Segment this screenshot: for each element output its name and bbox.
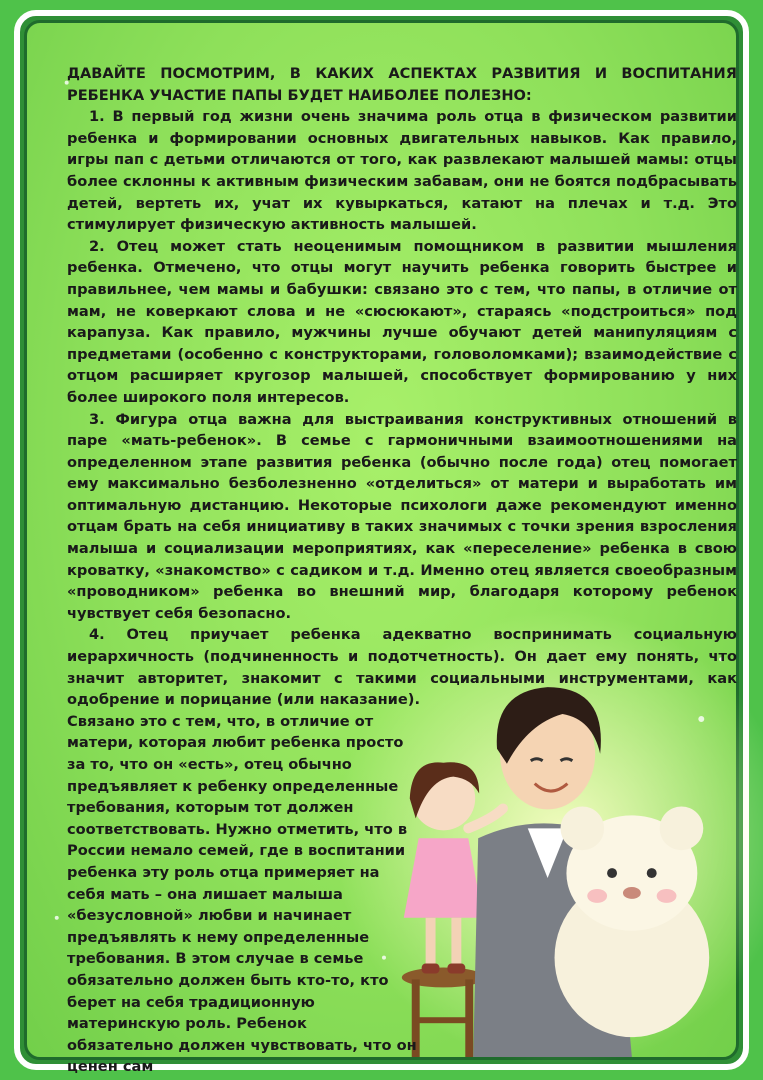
article-heading: ДАВАЙТЕ ПОСМОТРИМ, В КАКИХ АСПЕКТАХ РАЗВИТИЯ И ВОСПИТАНИЯ РЕБЕНКА УЧАСТИЕ ПАПЫ БУДЕТ НАИБОЛЕЕ ПОЛЕЗНО: [67,65,737,104]
article-text [67,63,737,1078]
poster-panel [24,20,739,1076]
point-4: 4. Отец приучает ребенка адекватно воспринимать социальную иерархичность (подчиненность и подотчетность). Он дает ему понять, что значит авторитет, знакомит с такими социальными инструментами, как одобрение и порицание (или наказание). [67,626,737,709]
point-2: 2. Отец может стать неоценимым помощником в развитии мышления ребенка. Отмечено, что отцы могут научить ребенка говорить быстрее и правильнее, чем мамы и бабушки: связано это с тем, что папы, в отличие от мам, не коверкают слова и не «сюсюкают», стараясь «подстроиться» под карапуза. Как правило, мужчины лучше обучают детей манипуляциям с предметами (особенно с конструкторами, головоломками); взаимодействие с отцом расширяет кругозор малышей, способствует формированию у них более широкого поля интересов. [67,237,737,406]
point-3: 3. Фигура отца важна для выстраивания конструктивных отношений в паре «мать-ребенок». В семье с гармоничными взаимоотношениями на определенном этапе развития ребенка (обычно после года) отец помогает ему максимально безболезненно «отделиться» от матери и выработать им оптимальную дистанцию. Некоторые психологи даже рекомендуют именно отцам брать на себя инициативу в таких значимых с точки зрения взросления малыша и социализации мероприятиях, как «переселение» ребенка в свою кроватку, «знакомство» с садиком и т.д. Именно отец является своеобразным «проводником» ребенка во внешний мир, благодаря которому ребенок чувствует себя безопасно. [67,410,737,622]
point-1: 1. В первый год жизни очень значима роль отца в физическом развитии ребенка и формировании основных двигательных навыков. Как правило, игры пап с детьми отличаются от того, как развлекают малышей мамы: отцы более склонны к активным физическим забавам, они не боятся подбрасывать детей, вертеть их, учат их кувыркаться, катают на плечах и т.д. Это стимулирует физическую активность малышей. [67,108,737,234]
poster-frame [14,10,749,1076]
side-paragraph: Связано это с тем, что, в отличие от матери, которая любит ребенка просто за то, что он «есть», отец обычно предъявляет к ребенку определенные требования, которым тот должен соответствовать. Нужно отметить, что в России немало семей, где в воспитании ребенка эту роль отца примеряет на себя мать – она лишает малыша «безусловной» любви и начинает предъявлять к нему определенные требования. В этом случае в семье обязательно должен быть кто-то, кто берет на себя традиционную материнскую роль. Ребенок обязательно должен чувствовать, что он ценен сам [67,712,417,1076]
